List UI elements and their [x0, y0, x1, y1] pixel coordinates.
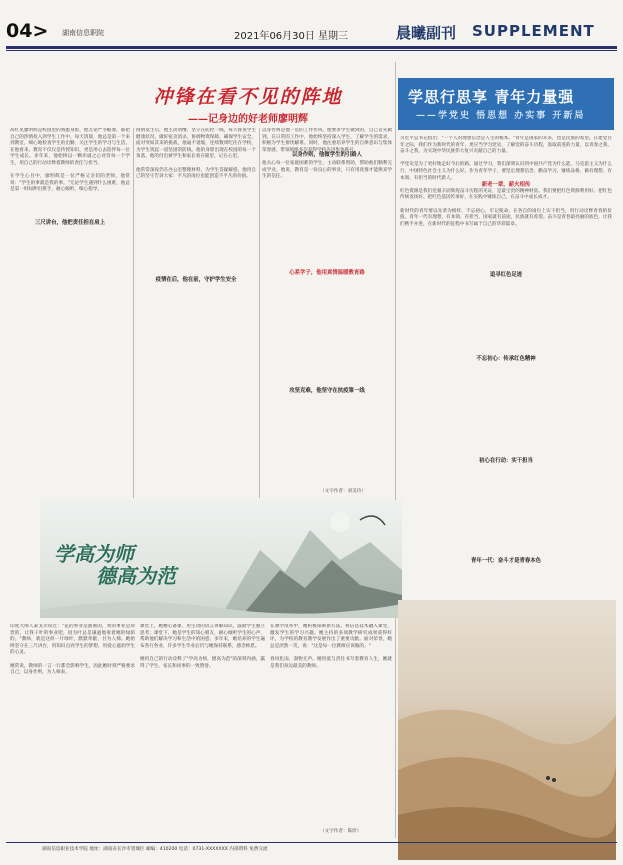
desert-photo [398, 600, 616, 860]
column-rule [259, 128, 260, 498]
feature-title-line1: 学高为师 [54, 542, 134, 566]
footer-rule [6, 842, 617, 843]
right-banner-title: 学思行思享 青年力量强 [408, 88, 575, 106]
main-subhead-4: 心系学子，他用真情温暖教育路 [289, 270, 365, 276]
right-subhead-4: 初心在行动：实干担当 [479, 458, 533, 464]
main-author: （文字作者：刘美玲） [320, 489, 366, 494]
right-subhead-3: 不忘初心：传承红色精神 [476, 356, 536, 362]
footer-info: 湖南信息职业技术学院 地址：湖南省长沙市望城区 邮编：410200 电话：0731-XXXXXXX 内部资料 免费交流 [42, 847, 268, 852]
section-title-en: SUPPLEMENT [472, 22, 595, 40]
column-rule [395, 62, 396, 838]
right-article-body: 习近平总书记指出："一个人的理想信念是人生的根本。"青年是国家的未来，也是民族的希望。在建党百年之际，我们作为新时代的青年，更应当学习党史，了解党的奋斗历程，汲取前进的力量，以青春之我，奋斗之我，为实现中华民族伟大复兴贡献自己的力量。 学党史是为了更好地走好今后的路。通过学习，我们深刻认识到中国共产党为什么能，马克思主义为什么行，中国特色社会主义为什么好。作为青年学子，要坚定理想信念，勤奋学习，锤炼品格，做有理想、有本领、有担当的时代新人。 红色资源是我们党艰辛而辉煌奋斗历程的见证，是最宝贵的精神财富。我们要把红色资源利用好、把红色传统发扬好、把红色基因传承好，在实践中锤炼自己，在奋斗中成长成才。 新时代的青年要以先辈为榜样，不忘初心，牢记使命，在各自的岗位上实干担当，用行动诠释青春的价值。青年一代有理想、有本领、有担当，国家就有前途，民族就有希望。奋斗是青春最亮丽的底色，让我们携手并进，在新时代的征程中书写属于自己的华彩篇章。 [400, 136, 612, 227]
header-rule-thin [6, 50, 617, 51]
main-subheadline: ——记身边的好老师廖明辉 [188, 114, 308, 125]
main-subhead-1: 三尺讲台，他把责任担在肩上 [34, 220, 106, 226]
right-subhead-5: 青年一代：奋斗才是青春本色 [470, 558, 542, 564]
right-banner-subtitle: ——学党史 悟思想 办实事 开新局 [416, 111, 586, 121]
feature-author: （文字作者：陈欣） [320, 829, 362, 834]
main-column-3: 以身作则是他一贯的工作作风。他要求学生做到的，自己首先做到。在日常的工作中，他始终坚持深入学生，了解学生的需求，积极为学生排忧解难。同时，他注重培养学生的自律意识与集体荣誉感，带领班级多次获得学校先进集体称号。 他关心每一位家庭困难的学生，主动联系资助，帮助他们顺利完成学业。他说，教育是一份良心的事业，只有用真情才能换来学生的信任。 [262, 128, 392, 180]
issue-weekday: 星期三 [318, 31, 348, 42]
feature-column-2: 课堂上，她精心备课，用生动的语言讲解知识，鼓励学生独立思考；课堂下，她是学生的知心朋友，耐心倾听学生的心声，帮助他们解决学习和生活中的困惑。多年来，她培养的学生遍布各行各业，许多学生毕业后仍与她保持联系，感念师恩。 她用自己的行动诠释了"学高为师，德高为范"的深刻内涵，赢得了学生、家长和同事的一致赞誉。 [140, 624, 265, 669]
feature-column-3: 在教学改革中，她积极探索新方法，将信息技术融入课堂，激发学生的学习兴趣。她主持的多项教学研究成果获得好评，为学校的教育教学发展作出了重要贡献。面对荣誉，她总是淡然一笑，说："这是每一位教师应该做的。" 春风化雨，润物无声。她用爱与责任书写着教育人生，她就是我们身边最美的教师。 [270, 624, 392, 669]
main-subhead-5: 攻坚克难，他坚守在抗疫第一线 [289, 388, 365, 394]
right-subhead-1: 新老一辈，薪火相传 [481, 182, 531, 188]
column-rule [133, 128, 134, 498]
page-number: 04> [6, 20, 49, 42]
main-column-2: 疫情发生后，他主动请缨，坚守在防控一线，每天排查学生健康状况，做好宿舍消杀，协调物资保障，确保学生安全。面对突如其来的挑战，他毫不退缩，连续数周吃住在学校，为学生筑起一道坚固的防线。他的身影出现在校园的每一个角落，他的付出被学生和家长看在眼里，记在心里。 他常常深夜仍在办公室整理材料，为学生答疑解惑。他用自己的坚守告诉大家：平凡的岗位也能创造不平凡的价值。 [136, 128, 256, 180]
paper-name: 湖南信息职院 [62, 29, 104, 37]
header-rule [6, 46, 617, 49]
main-subhead-3: 以身作则，他做学生的引路人 [291, 152, 363, 158]
main-headline: 冲锋在看不见的阵地 [153, 86, 343, 108]
right-subhead-2: 追寻红色足迹 [489, 272, 523, 278]
desert-dunes-illustration [398, 600, 616, 860]
main-column-1: 高红见廖明辉是校园里的熟悉身影，他无论严冬酷暑，都把自己的热情投入到学生工作中。每天清晨，他总是第一个来到教室，细心地检查学生的出勤，关注学生的学习与生活。在他看来，教育不仅仅是传授知识，更是用心去陪伴每一位学生成长。多年来，他始终以一颗赤诚之心对待每一个学生，用自己的行动诠释着教师的责任与担当。 在学生心目中，廖明辉是一位严格又亲切的老师，他常说："学生的事就是我的事。"无论学生遇到什么困难，他总是第一时间伸出援手，耐心倾听，细心指导。 [10, 128, 130, 193]
feature-title-line2: 德高为范 [96, 564, 176, 588]
main-subhead-2: 疫情在后，他在前，守护学生安全 [155, 277, 237, 283]
feature-column-1: 印度大师人泰戈尔说过："花的事业是甜蜜的，果的事业是珍贵的，让我干叶的事业吧，因为叶总是谦逊地垂着她的绿荫的。"教师，就是这样一片绿叶，默默奉献，甘为人梯。她始终坚守在三尺讲台，用知识点亮学生的梦想，用爱心滋润学生的心灵。 她常说，教师的一言一行都会影响学生，因此她时刻严格要求自己，以身作则，为人师表。 [10, 624, 135, 676]
section-title: 晨曦副刊 [396, 24, 457, 42]
issue-date: 2021年06月30日 [234, 31, 315, 42]
